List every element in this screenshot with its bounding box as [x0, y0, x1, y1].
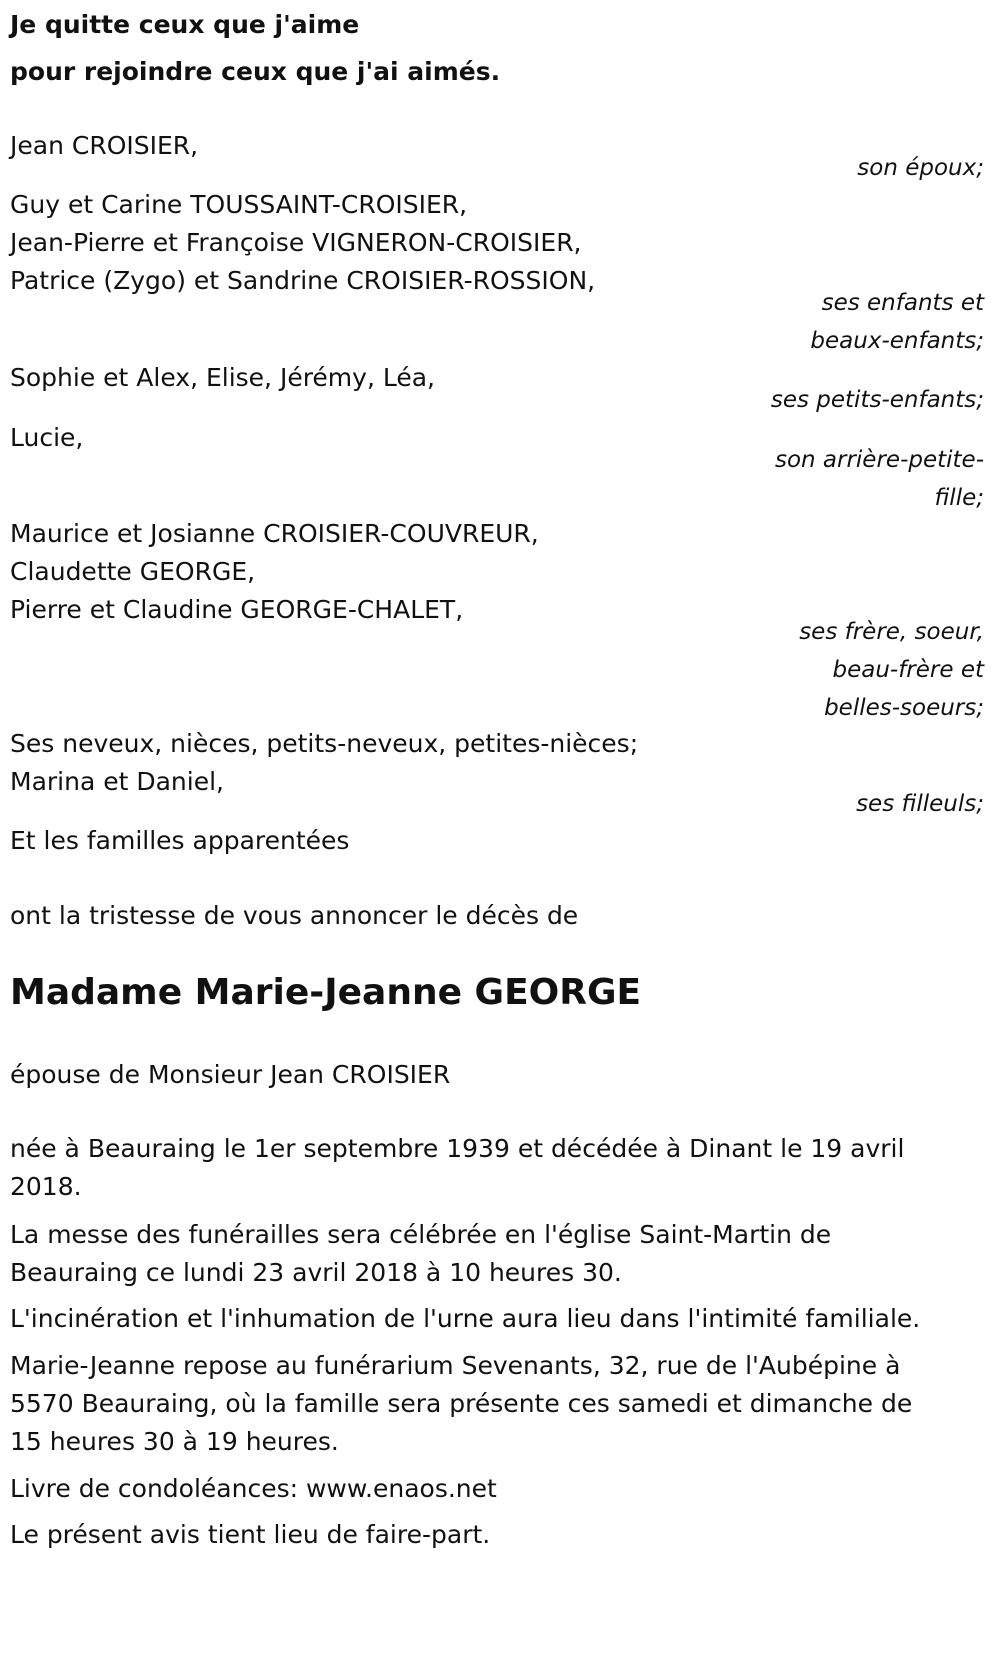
- family-relation: son arrière-petite-: [774, 447, 984, 473]
- deceased-spouse: épouse de Monsieur Jean CROISIER: [10, 1060, 451, 1089]
- family-relation: beaux-enfants;: [810, 328, 984, 354]
- family-name-line: Patrice (Zygo) et Sandrine CROISIER-ROSSION,: [10, 266, 596, 295]
- epigraph-line-1: Je quitte ceux que j'aime: [10, 10, 360, 39]
- family-relation: ses enfants et: [821, 290, 984, 316]
- family-name-line: Jean CROISIER,: [10, 131, 199, 160]
- family-name-line: Et les familles apparentées: [10, 826, 350, 855]
- family-relation: beau-frère et: [832, 657, 984, 683]
- family-name-line: Jean-Pierre et Françoise VIGNERON-CROISIER,: [10, 228, 582, 257]
- family-name-line: Lucie,: [10, 423, 84, 452]
- detail-funerarium: Marie-Jeanne repose au funérarium Sevenants, 32, rue de l'Aubépine à: [10, 1351, 901, 1380]
- deceased-name: Madame Marie-Jeanne GEORGE: [10, 972, 642, 1013]
- detail-condolences: Livre de condoléances: www.enaos.net: [10, 1474, 497, 1503]
- announcement-text: ont la tristesse de vous annoncer le décès de: [10, 901, 579, 930]
- family-name-line: Claudette GEORGE,: [10, 557, 256, 586]
- family-relation: fille;: [934, 485, 984, 511]
- family-name-line: Maurice et Josianne CROISIER-COUVREUR,: [10, 519, 539, 548]
- epigraph-line-2: pour rejoindre ceux que j'ai aimés.: [10, 57, 501, 86]
- detail-notice: Le présent avis tient lieu de faire-part.: [10, 1520, 491, 1549]
- detail-birth-death: née à Beauraing le 1er septembre 1939 et décédée à Dinant le 19 avril: [10, 1134, 905, 1163]
- detail-incineration: L'incinération et l'inhumation de l'urne aura lieu dans l'intimité familiale.: [10, 1304, 921, 1333]
- detail-birth-death: 2018.: [10, 1172, 82, 1201]
- family-relation: belles-soeurs;: [824, 695, 984, 721]
- detail-funerarium: 15 heures 30 à 19 heures.: [10, 1427, 339, 1456]
- detail-funeral-mass: La messe des funérailles sera célébrée en l'église Saint-Martin de: [10, 1220, 832, 1249]
- family-name-line: Guy et Carine TOUSSAINT-CROISIER,: [10, 190, 468, 219]
- detail-funerarium: 5570 Beauraing, où la famille sera présente ces samedi et dimanche de: [10, 1389, 913, 1418]
- family-relation: son époux;: [857, 155, 984, 181]
- family-name-line: Pierre et Claudine GEORGE-CHALET,: [10, 595, 464, 624]
- family-relation: ses filleuls;: [856, 791, 984, 817]
- detail-funeral-mass: Beauraing ce lundi 23 avril 2018 à 10 heures 30.: [10, 1258, 622, 1287]
- family-relation: ses petits-enfants;: [770, 387, 984, 413]
- family-name-line: Marina et Daniel,: [10, 767, 224, 796]
- family-relation: ses frère, soeur,: [799, 619, 984, 645]
- family-name-line: Sophie et Alex, Elise, Jérémy, Léa,: [10, 363, 435, 392]
- family-name-line: Ses neveux, nièces, petits-neveux, petites-nièces;: [10, 729, 639, 758]
